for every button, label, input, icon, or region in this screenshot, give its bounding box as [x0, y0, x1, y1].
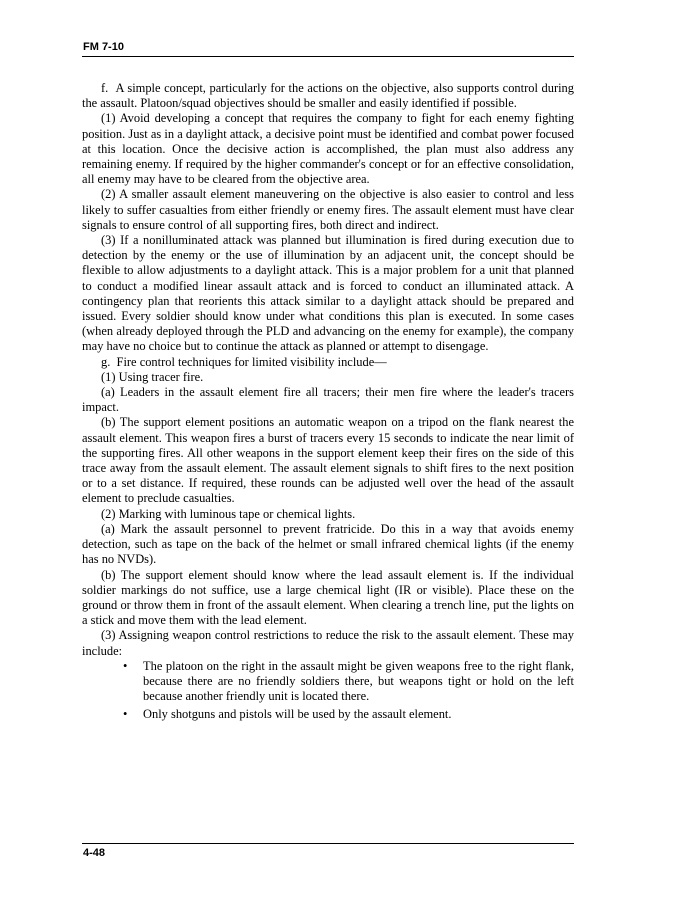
- paragraph-g-2: (2) Marking with luminous tape or chemical lights.: [101, 506, 356, 521]
- list-item-text: Only shotguns and pistols will be used by the assault element.: [143, 707, 452, 722]
- paragraph-g-2-a: (a) Mark the assault personnel to prevent fratricide. Do this in a way that avoids enemy detection, such as tape on the back of the helmet or small infrared chemical lights (if the enemy has no NVDs).: [82, 521, 574, 567]
- paragraph-g: g. Fire control techniques for limited visibility include—: [101, 354, 387, 369]
- paragraph-f-3: (3) If a nonilluminated attack was planned but illumination is fired during execution due to detection by the enemy or the use of illumination by an adjacent unit, the concept should be flexible to allow adjustments to a daylight attack. This is a major problem for a unit that planned to conduct a modified linear assault attack and is forced to conduct an illuminated attack. A contingency plan that reorients this attack similar to a daylight attack should be prepared and issued. Every soldier should know under what conditions this plan is executed. In some cases (when already deployed through the PLD and advancing on the enemy for example), the company may have no choice but to continue the attack as planned or attempt to disengage.: [82, 233, 574, 354]
- paragraph-f-1: (1) Avoid developing a concept that requires the company to fight for each enemy fighting position. Just as in a daylight attack, a decisive point must be identified and combat power focused at this location. Once the decisive action is accomplished, the plan must also address any remaining enemy. If required by the higher commander's concept or for an effective consolidation, all enemy may have to be cleared from the objective area.: [82, 111, 574, 187]
- list-item: [82, 659, 574, 705]
- list-item-text: The platoon on the right in the assault might be given weapons free to the right flank, because there are no friendly soldiers there, but weapons tight or hold on the left because another friendly unit is located there.: [143, 658, 574, 704]
- bullet-icon: •: [123, 707, 128, 722]
- paragraph-g-1-a: (a) Leaders in the assault element fire all tracers; their men fire where the leader's tracers impact.: [82, 385, 574, 415]
- page-number: 4-48: [83, 847, 106, 859]
- body-text: [82, 81, 574, 723]
- bullet-icon: •: [123, 658, 128, 673]
- paragraph-f: f. A simple concept, particularly for the actions on the objective, also supports control during the assault. Platoon/squad objectives should be smaller and easily identified if possible.: [82, 81, 574, 111]
- paragraph-g-1: (1) Using tracer fire.: [101, 369, 204, 384]
- paragraph-g-2-b: (b) The support element should know where the lead assault element is. If the individual soldier markings do not suffice, use a large chemical light (IR or visible). Place these on the ground or throw them in front of the assault element. When clearing a trench line, put the lights on a stick and move them with the lead element.: [82, 567, 574, 628]
- restriction-list: [82, 659, 574, 723]
- running-header: FM 7-10: [83, 41, 124, 53]
- paragraph-g-1-b: (b) The support element positions an automatic weapon on a tripod on the flank nearest the assault element. This weapon fires a burst of tracers every 15 seconds to indicate the near limit of the supporting fires. All other weapons in the support element keep their fires on the side of this trace away from the assault element. The assault element signals to shift fires to the next position or to a set distance. If required, these rounds can be adjusted well over the head of the assault element to preclude casualties.: [82, 415, 574, 506]
- paragraph-g-3: (3) Assigning weapon control restrictions to reduce the risk to the assault element. These may include:: [82, 628, 574, 658]
- paragraph-f-2: (2) A smaller assault element maneuvering on the objective is also easier to control and less likely to suffer casualties from either friendly or enemy fires. The assault element must have clear signals to ensure control of all supporting fires, both direct and indirect.: [82, 187, 574, 232]
- header-divider: [82, 56, 574, 57]
- footer-divider: [82, 843, 574, 844]
- list-item: [82, 707, 574, 722]
